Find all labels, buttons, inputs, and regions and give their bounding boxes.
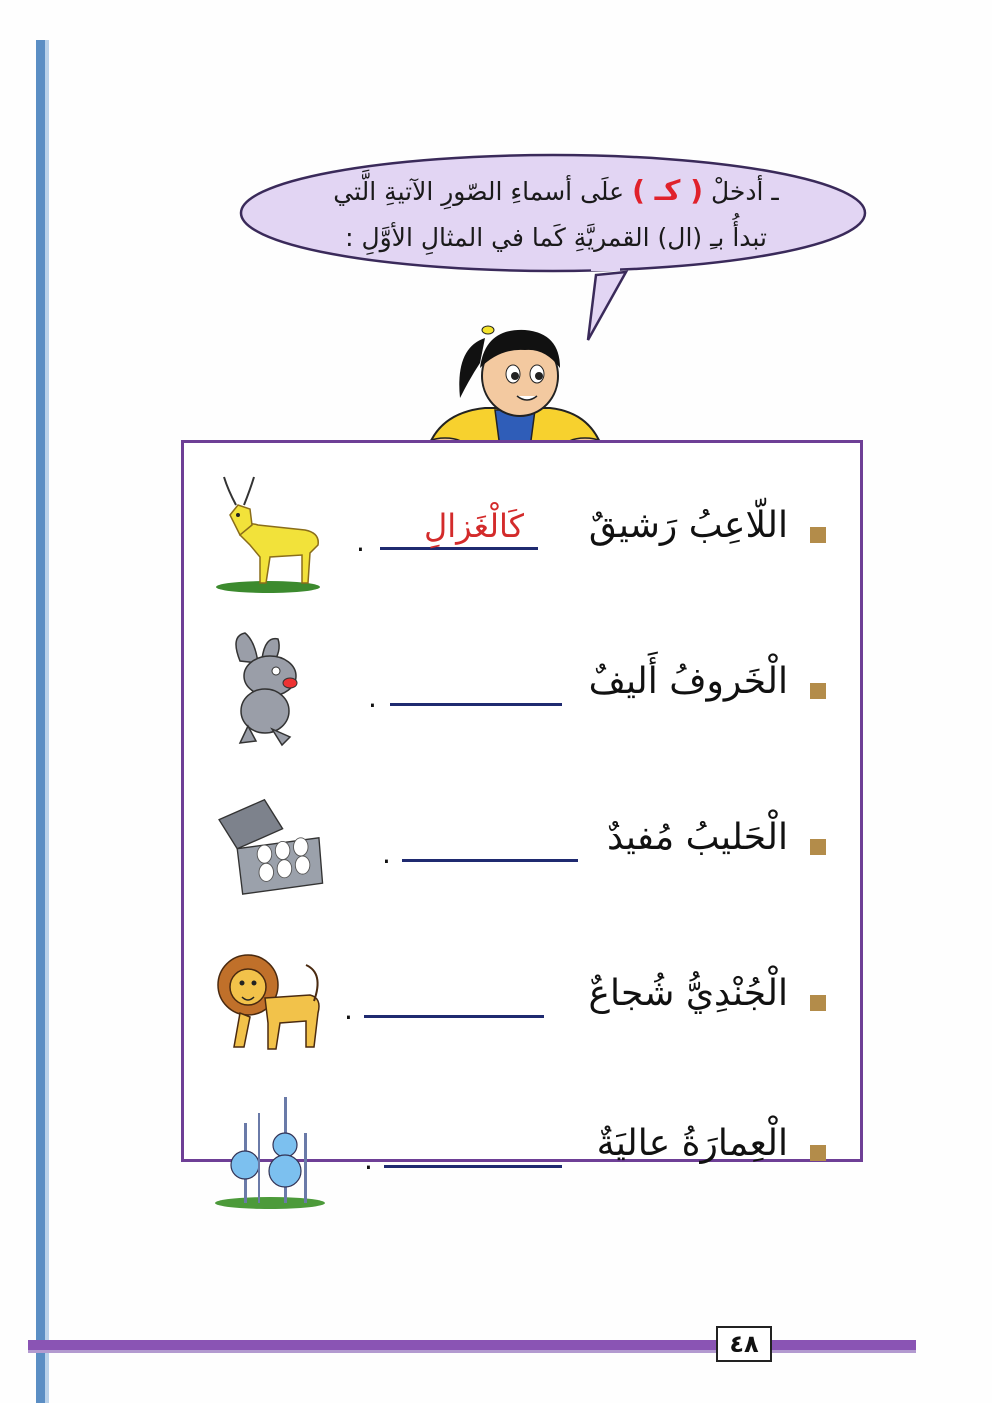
full-stop: . bbox=[344, 993, 353, 1026]
exercise-frame bbox=[181, 440, 863, 1176]
page-number: ٤٨ bbox=[716, 1326, 772, 1362]
full-stop: . bbox=[368, 681, 377, 714]
exercise-row bbox=[184, 1085, 866, 1215]
full-stop: . bbox=[356, 525, 365, 558]
page-spine-stripe-light bbox=[45, 40, 49, 1403]
bullet-square bbox=[810, 527, 826, 543]
bullet-square bbox=[810, 1145, 826, 1161]
exercise-sentence: الْخَروفُ أَليفٌ bbox=[588, 661, 788, 702]
full-stop: . bbox=[364, 1143, 373, 1176]
exercise-sentence: الْجُنْدِيُّ شُجاعٌ bbox=[588, 973, 788, 1014]
answer-blank-line[interactable] bbox=[390, 703, 562, 706]
bottom-bar bbox=[28, 1340, 916, 1350]
exercise-row bbox=[184, 779, 866, 909]
instruction-highlight: ( كـ ) bbox=[632, 174, 704, 207]
bullet-square bbox=[810, 683, 826, 699]
full-stop: . bbox=[382, 837, 391, 870]
lion-image bbox=[210, 943, 328, 1061]
instruction-part1: أدخلْ bbox=[710, 177, 764, 206]
exercise-row bbox=[184, 467, 866, 597]
bullet-square bbox=[810, 839, 826, 855]
bottom-bar-light bbox=[28, 1350, 916, 1353]
instruction-line-2: تبدأُ بـِ (ال) القمريَّةِ كَما في المثالِ الأوَّلِ : bbox=[345, 223, 767, 252]
answer-blank-line[interactable] bbox=[402, 859, 578, 862]
gazelle-image bbox=[210, 475, 328, 593]
example-answer: كَالْغَزالِ bbox=[424, 507, 524, 545]
exercise-row bbox=[184, 623, 866, 753]
girl-illustration bbox=[425, 308, 605, 458]
answer-blank-line[interactable] bbox=[380, 547, 538, 550]
exercise-sentence: الْعِمارَةُ عاليَةٌ bbox=[596, 1123, 788, 1164]
exercise-row bbox=[184, 935, 866, 1065]
egg-tray-image bbox=[210, 787, 328, 905]
answer-blank-line[interactable] bbox=[364, 1015, 544, 1018]
instruction-dash: ـ bbox=[771, 177, 779, 206]
kuwait-towers-image bbox=[210, 1093, 328, 1211]
exercise-sentence: اللّاعِبُ رَشيقٌ bbox=[588, 505, 788, 546]
instruction-text bbox=[276, 168, 836, 261]
answer-blank-line[interactable] bbox=[384, 1165, 562, 1168]
bullet-square bbox=[810, 995, 826, 1011]
instruction-part2: علَى أسماءِ الصّورِ الآتيةِ الَّتي bbox=[333, 177, 625, 206]
rabbit-image bbox=[210, 631, 328, 749]
page-spine-stripe bbox=[36, 40, 45, 1403]
instruction-line-1 bbox=[276, 168, 836, 215]
exercise-sentence: الْحَليبُ مُفيدٌ bbox=[606, 817, 788, 858]
